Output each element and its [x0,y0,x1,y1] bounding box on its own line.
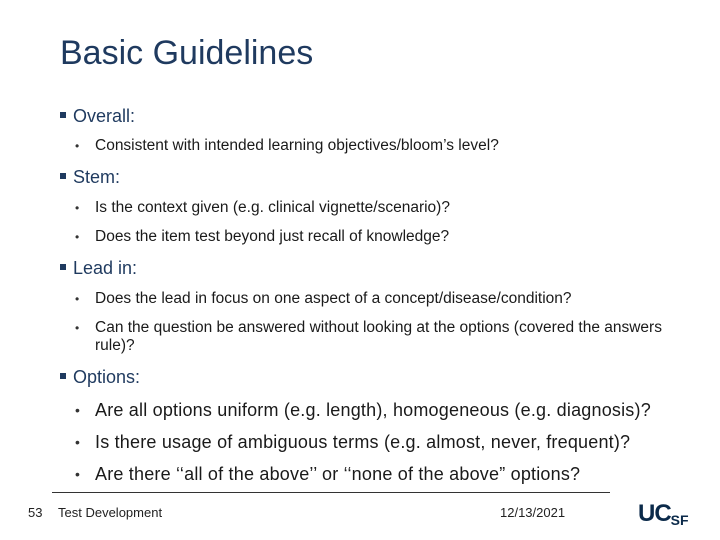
ucsf-logo [638,500,689,528]
round-bullet-icon: • [75,139,80,153]
list-item-text: Can the question be answered without looking at the options (covered the answers rule)? [95,319,662,354]
slide-title: Basic Guidelines [60,34,314,72]
round-bullet-icon: • [75,292,80,306]
section-heading-label: Overall: [73,106,136,126]
logo-main-text: UC [638,500,671,527]
footer-divider [52,492,610,493]
square-bullet-icon [60,373,66,379]
list-item [75,399,710,421]
square-bullet-icon [60,112,66,118]
section-heading-overall [60,106,135,127]
round-bullet-icon: • [75,402,80,418]
logo-small-text: SF [670,512,689,528]
list-item-text: Are there ‘‘all of the above’’ or ‘‘none of the above” options? [95,464,581,484]
list-item [75,319,695,355]
round-bullet-icon: • [75,201,80,215]
section-heading-lead-in [60,258,137,279]
square-bullet-icon [60,173,66,179]
list-item-text: Are all options uniform (e.g. length), homogeneous (e.g. diagnosis)? [95,400,651,420]
round-bullet-icon: • [75,466,80,482]
page-number: 53 [28,505,43,520]
round-bullet-icon: • [75,321,80,335]
section-heading-stem [60,167,120,188]
list-item-text: Consistent with intended learning objectives/bloom’s level? [95,137,499,154]
square-bullet-icon [60,264,66,270]
section-heading-label: Lead in: [73,258,138,278]
footer-date: 12/13/2021 [500,505,566,520]
list-item-text: Does the lead in focus on one aspect of a concept/disease/condition? [95,290,572,307]
list-item-text: Is the context given (e.g. clinical vignette/scenario)? [95,199,450,216]
footer-title: Test Development [58,505,163,520]
list-item [75,290,695,308]
section-heading-label: Stem: [73,167,121,187]
section-heading-label: Options: [73,367,141,387]
round-bullet-icon: • [75,434,80,450]
list-item [75,199,695,217]
list-item [75,137,695,155]
section-heading-options [60,367,140,388]
list-item-text: Is there usage of ambiguous terms (e.g. almost, never, frequent)? [95,432,631,452]
list-item [75,463,710,485]
list-item [75,228,695,246]
round-bullet-icon: • [75,230,80,244]
list-item-text: Does the item test beyond just recall of knowledge? [95,228,450,245]
list-item [75,431,710,453]
